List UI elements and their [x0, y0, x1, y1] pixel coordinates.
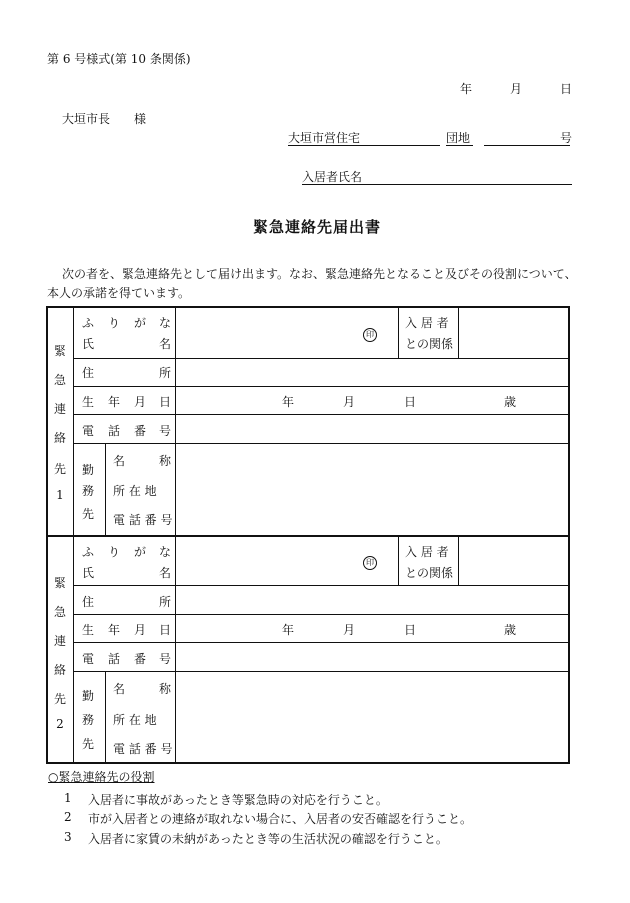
- relation-divider-left-2: [398, 537, 399, 585]
- row-line: [73, 386, 568, 387]
- side-label-char: 緊: [53, 344, 66, 358]
- resident-label: 入居者氏名: [302, 170, 363, 184]
- row-line: [73, 671, 568, 672]
- relation-label-line1: 入 居 者: [405, 545, 449, 559]
- furigana-label-char: が: [134, 545, 147, 559]
- block-separator: [48, 535, 568, 537]
- furigana-label-char: な: [159, 316, 172, 330]
- name-label-char: 名: [159, 566, 172, 580]
- birth-label-char: 年: [108, 623, 121, 637]
- phone-label-char: 電: [82, 652, 95, 666]
- relation-divider-right-1: [458, 308, 459, 358]
- side-label-char: 連: [53, 402, 66, 416]
- gou-label: 号: [560, 131, 573, 145]
- birth-label-char: 日: [159, 623, 172, 637]
- work-label-char: 務: [82, 484, 95, 498]
- side-label-char: 急: [53, 605, 66, 619]
- side-label-char: 2: [56, 717, 64, 731]
- work-label-char: 先: [82, 737, 95, 751]
- side-label-char: 1: [56, 488, 64, 502]
- relation-label-line2: との関係: [405, 566, 454, 580]
- address-label-char: 所: [159, 366, 172, 380]
- work-divider-1: [105, 443, 106, 536]
- phone-label-char: 番: [134, 652, 147, 666]
- form-title: 緊急連絡先届出書: [253, 218, 382, 236]
- work-label-char: 先: [82, 507, 95, 521]
- roles-heading: ○緊急連絡先の役割: [48, 770, 155, 784]
- furigana-label-char: ふ: [82, 316, 95, 330]
- addressee-honorific: 様: [134, 112, 147, 126]
- role-number: 1: [64, 791, 72, 805]
- birth-unit-year: 年: [282, 395, 295, 409]
- relation-divider-right-2: [458, 537, 459, 585]
- work-name-label-char: 称: [159, 682, 172, 696]
- phone-label-char: 号: [159, 424, 172, 438]
- resident-name-field[interactable]: [302, 167, 572, 185]
- intro-line-1: 次の者を、緊急連絡先として届け出ます。なお、緊急連絡先となること及びその役割について、: [62, 267, 577, 281]
- danchi-label: 団地: [446, 131, 471, 145]
- side-label-char: 急: [53, 373, 66, 387]
- side-label-char: 先: [53, 462, 66, 476]
- role-number: 3: [64, 830, 72, 844]
- phone-label-char: 番: [134, 424, 147, 438]
- birth-label-char: 年: [108, 395, 121, 409]
- birth-label-char: 月: [134, 395, 147, 409]
- address-label-char: 住: [82, 595, 95, 609]
- furigana-label-char: が: [134, 316, 147, 330]
- room-number-field[interactable]: [484, 128, 573, 146]
- furigana-label-char: ふ: [82, 545, 95, 559]
- birth-unit-day: 日: [404, 623, 417, 637]
- birth-unit-month: 月: [343, 395, 356, 409]
- row-line: [73, 642, 568, 643]
- work-phone-label: 電 話 番 号: [113, 742, 173, 756]
- phone-label-char: 号: [159, 652, 172, 666]
- relation-divider-left-1: [398, 308, 399, 358]
- role-text: 入居者に事故があったとき等緊急時の対応を行うこと。: [88, 793, 388, 807]
- housing-name-field[interactable]: [288, 128, 440, 146]
- furigana-label-char: な: [159, 545, 172, 559]
- row-line: [73, 414, 568, 415]
- birth-label-char: 生: [82, 395, 95, 409]
- side-label-char: 絡: [53, 663, 66, 677]
- phone-label-char: 電: [82, 424, 95, 438]
- work-name-label-char: 名: [113, 454, 126, 468]
- birth-label-char: 日: [159, 395, 172, 409]
- work-address-label: 所 在 地: [113, 713, 157, 727]
- birth-unit-age: 歳: [504, 395, 517, 409]
- side-label-char: 絡: [53, 431, 66, 445]
- birth-label-char: 生: [82, 623, 95, 637]
- name-label-char: 氏: [82, 337, 95, 351]
- row-line: [73, 443, 568, 444]
- role-text: 入居者に家賃の未納があったとき等の生活状況の確認を行うこと。: [88, 832, 448, 846]
- address-label-char: 住: [82, 366, 95, 380]
- relation-label-line1: 入 居 者: [405, 316, 449, 330]
- phone-label-char: 話: [108, 424, 121, 438]
- work-label-char: 務: [82, 713, 95, 727]
- side-label-char: 連: [53, 634, 66, 648]
- date-year-label: 年: [460, 82, 473, 96]
- work-label-char: 勤: [82, 689, 95, 703]
- addressee-name: 大垣市長: [62, 112, 111, 126]
- birth-unit-age: 歳: [504, 623, 517, 637]
- row-line: [73, 585, 568, 586]
- work-name-label-char: 名: [113, 682, 126, 696]
- birth-unit-month: 月: [343, 623, 356, 637]
- row-line: [73, 614, 568, 615]
- role-text: 市が入居者との連絡が取れない場合に、入居者の安否確認を行うこと。: [88, 812, 473, 826]
- birth-unit-year: 年: [282, 623, 295, 637]
- side-label-char: 緊: [53, 576, 66, 590]
- name-label-char: 名: [159, 337, 172, 351]
- work-phone-label: 電 話 番 号: [113, 513, 173, 527]
- form-number: 第 6 号様式(第 10 条関係): [47, 52, 191, 66]
- work-name-label-char: 称: [159, 454, 172, 468]
- intro-line-2: 本人の承諾を得ています。: [47, 286, 191, 300]
- phone-label-char: 話: [108, 652, 121, 666]
- housing-label: 大垣市営住宅: [288, 131, 361, 145]
- side-label-char: 先: [53, 692, 66, 706]
- address-label-char: 所: [159, 595, 172, 609]
- date-day-label: 日: [560, 82, 573, 96]
- name-label-char: 氏: [82, 566, 95, 580]
- work-divider-2: [105, 671, 106, 762]
- row-line: [73, 358, 568, 359]
- furigana-label-char: り: [108, 316, 121, 330]
- seal-mark: 印: [363, 556, 377, 570]
- work-label-char: 勤: [82, 463, 95, 477]
- furigana-label-char: り: [108, 545, 121, 559]
- relation-label-line2: との関係: [405, 337, 454, 351]
- birth-unit-day: 日: [404, 395, 417, 409]
- date-month-label: 月: [510, 82, 523, 96]
- work-address-label: 所 在 地: [113, 484, 157, 498]
- danchi-underline: [446, 128, 473, 146]
- birth-label-char: 月: [134, 623, 147, 637]
- contact-table: [46, 306, 570, 764]
- role-number: 2: [64, 810, 72, 824]
- seal-mark: 印: [363, 328, 377, 342]
